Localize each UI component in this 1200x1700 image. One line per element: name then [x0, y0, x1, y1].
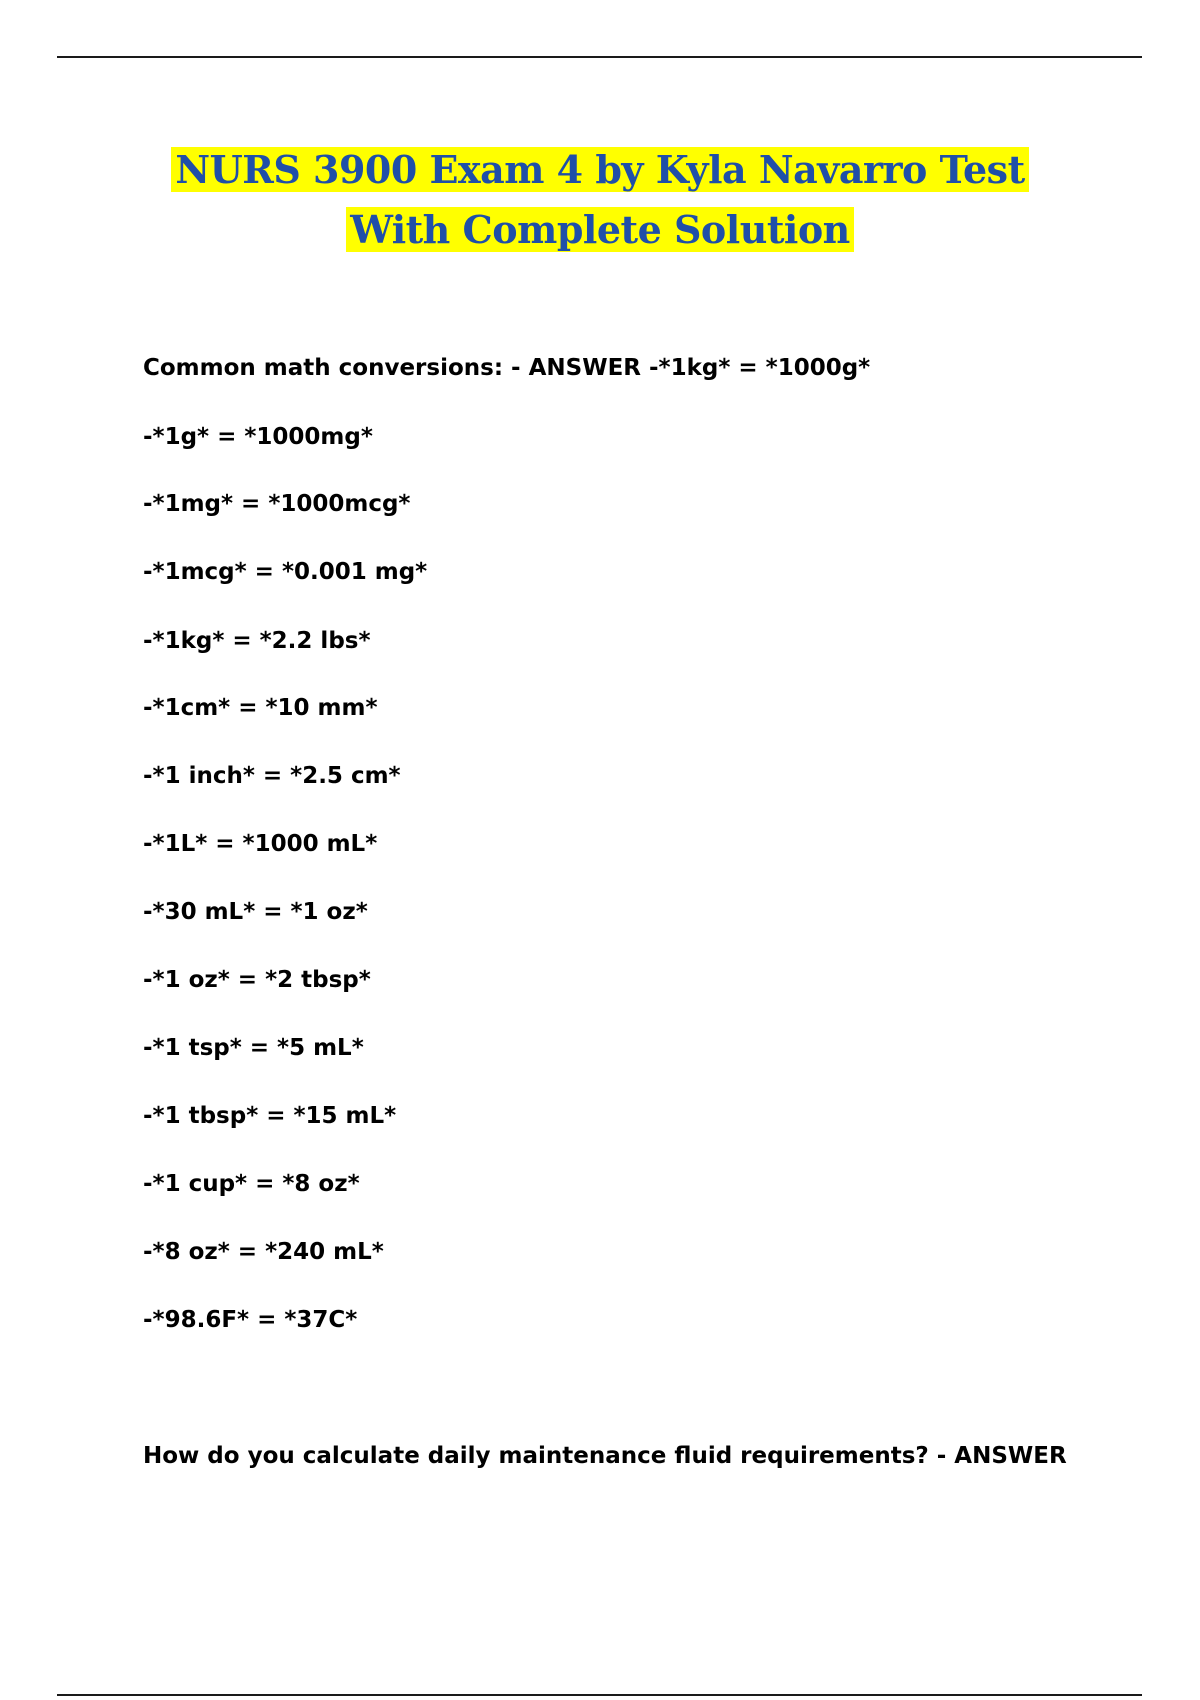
conversion-line: -*1L* = *1000 mL*: [143, 831, 378, 857]
conversion-line: -*1mg* = *1000mcg*: [143, 491, 411, 517]
question-maintenance-fluids: How do you calculate daily maintenance fluid requirements? - ANSWER: [143, 1443, 1067, 1469]
conversion-line: -*1kg* = *2.2 lbs*: [143, 628, 371, 654]
title-line-1: [0, 140, 1200, 200]
conversion-line: -*1mcg* = *0.001 mg*: [143, 559, 428, 585]
title-line-2: [0, 200, 1200, 260]
conversion-line: -*1 tbsp* = *15 mL*: [143, 1103, 397, 1129]
conversion-line: -*1 cup* = *8 oz*: [143, 1171, 360, 1197]
bottom-rule: [57, 1694, 1142, 1696]
conversion-line: -*30 mL* = *1 oz*: [143, 899, 368, 925]
conversion-line: -*1 oz* = *2 tbsp*: [143, 967, 371, 993]
question-common-conversions: Common math conversions: - ANSWER -*1kg* = *1000g*: [143, 355, 871, 381]
title-line-1-text: NURS 3900 Exam 4 by Kyla Navarro Test: [171, 147, 1028, 192]
conversion-line: -*1g* = *1000mg*: [143, 424, 373, 450]
conversion-line: -*1 inch* = *2.5 cm*: [143, 763, 401, 789]
conversion-line: -*98.6F* = *37C*: [143, 1307, 358, 1333]
document-title: [0, 140, 1200, 260]
title-line-2-text: With Complete Solution: [346, 207, 854, 252]
conversion-line: -*1 tsp* = *5 mL*: [143, 1035, 364, 1061]
conversion-line: -*1cm* = *10 mm*: [143, 695, 378, 721]
top-rule: [57, 56, 1142, 58]
conversion-line: -*8 oz* = *240 mL*: [143, 1239, 384, 1265]
